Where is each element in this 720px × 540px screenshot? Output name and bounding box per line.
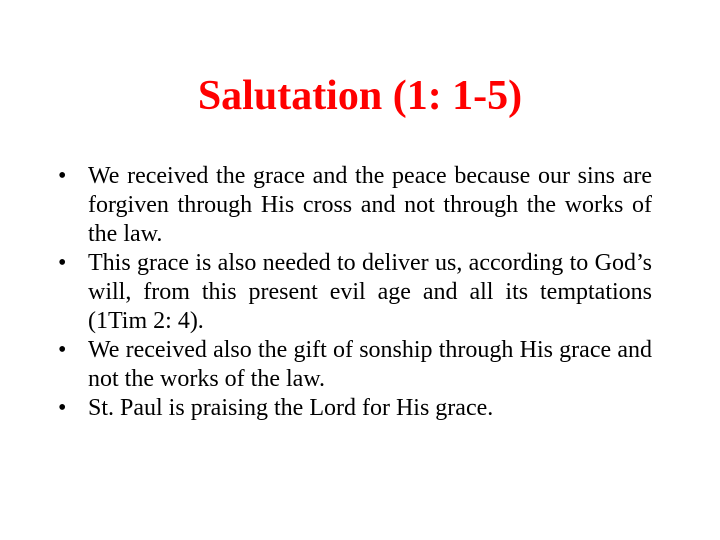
bullet-text: This grace is also needed to deliver us, according to God’s will, from this present evil age and all its temptations (1Tim 2: 4). xyxy=(88,250,652,334)
bullet-dot-icon: • xyxy=(58,163,67,189)
bullet-text: We received the grace and the peace because our sins are forgiven through His cross and not through the works of the law. xyxy=(88,163,652,247)
bullet-text: St. Paul is praising the Lord for His grace. xyxy=(88,395,494,421)
bullet-dot-icon: • xyxy=(58,395,67,421)
bullet-item xyxy=(58,336,652,394)
bullet-item xyxy=(58,249,652,336)
bullet-text: We received also the gift of sonship through His grace and not the works of the law. xyxy=(88,337,652,392)
bullet-item xyxy=(58,162,652,249)
bullet-list xyxy=(58,162,652,423)
bullet-item xyxy=(58,394,652,423)
slide-title: Salutation (1: 1-5) xyxy=(197,73,523,119)
bullet-dot-icon: • xyxy=(58,250,67,276)
bullet-dot-icon: • xyxy=(58,337,67,363)
